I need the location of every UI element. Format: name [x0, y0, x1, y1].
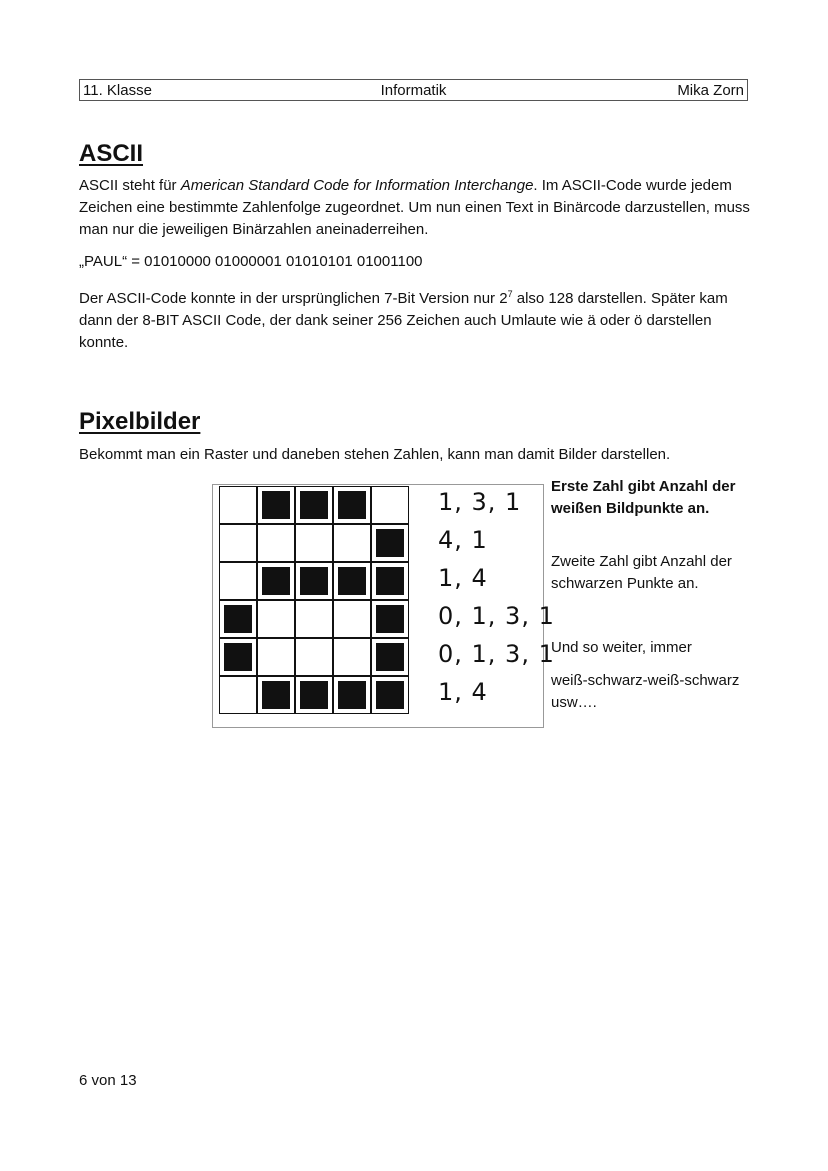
header-class: 11. Klasse: [83, 82, 152, 99]
note-first-number: Erste Zahl gibt Anzahl der weißen Bildpunkte an.: [551, 478, 736, 517]
pixel-fill: [262, 567, 290, 595]
pixel-fill: [338, 491, 366, 519]
pixel-fill: [300, 681, 328, 709]
ascii-intro-italic: American Standard Code for Information Interchange: [180, 177, 534, 194]
pixel-cell-white: [333, 600, 371, 638]
page-header: [79, 79, 748, 101]
pixel-row-code: 0, 1, 3, 1: [438, 602, 555, 630]
pixel-fill: [376, 529, 404, 557]
pixel-cell-black: [333, 562, 371, 600]
pixel-row-code: 1, 3, 1: [438, 488, 522, 516]
pixelbilder-intro: Bekommt man ein Raster und daneben stehen Zahlen, kann man damit Bilder darstellen.: [79, 446, 671, 463]
pixel-cell-white: [257, 600, 295, 638]
pixel-cell-black: [371, 600, 409, 638]
pixel-cell-white: [219, 486, 257, 524]
ascii-history-after: also 128 darstellen. Später kam dann der 8-BIT ASCII Code, der dank seiner 256 Zeichen auch Umlaute wie ä oder ö darstellen konnte.: [79, 290, 728, 351]
pixel-row-code: 1, 4: [438, 678, 488, 706]
pixel-cell-black: [371, 638, 409, 676]
pixel-cell-black: [295, 562, 333, 600]
pixel-cell-black: [371, 676, 409, 714]
pixelbilder-heading: Pixelbilder: [79, 408, 201, 435]
pixel-fill: [376, 567, 404, 595]
pixel-cell-white: [371, 486, 409, 524]
pixel-fill: [376, 643, 404, 671]
pixel-cell-white: [333, 638, 371, 676]
pixel-fill: [300, 491, 328, 519]
ascii-history: [79, 283, 759, 354]
note-pattern: weiß-schwarz-weiß-schwarz usw….: [551, 672, 740, 711]
pixel-row-code: 1, 4: [438, 564, 488, 592]
pixel-cell-white: [295, 524, 333, 562]
pixel-cell-black: [219, 600, 257, 638]
pixel-cell-black: [371, 524, 409, 562]
pixel-fill: [262, 681, 290, 709]
header-subject: Informatik: [380, 82, 447, 99]
pixel-cell-black: [333, 486, 371, 524]
pixel-fill: [338, 567, 366, 595]
pixel-cell-white: [219, 524, 257, 562]
header-author: Mika Zorn: [677, 82, 744, 99]
page-number: 6 von 13: [79, 1072, 137, 1089]
pixel-fill: [376, 605, 404, 633]
note-and-so-on: Und so weiter, immer: [551, 639, 692, 656]
ascii-history-before: Der ASCII-Code konnte in der ursprünglichen 7-Bit Version nur 2: [79, 290, 508, 307]
ascii-heading: ASCII: [79, 140, 144, 167]
pixel-cell-white: [257, 638, 295, 676]
pixel-cell-black: [257, 676, 295, 714]
pixel-cell-white: [219, 676, 257, 714]
pixel-cell-white: [295, 638, 333, 676]
pixel-fill: [224, 605, 252, 633]
note-second-number: Zweite Zahl gibt Anzahl der schwarzen Punkte an.: [551, 553, 732, 592]
pixel-fill: [224, 643, 252, 671]
ascii-intro-before: ASCII steht für: [79, 177, 181, 194]
ascii-history-sup: 7: [507, 289, 513, 299]
ascii-intro-after: . Im ASCII-Code wurde jedem Zeichen eine bestimmte Zahlenfolge zugeordnet. Um nun einen Text in Binärcode darzustellen, muss man nur die jeweiligen Binärzahlen aneinaderreihen.: [79, 177, 750, 238]
pixel-cell-black: [295, 486, 333, 524]
pixel-cell-white: [295, 600, 333, 638]
pixel-row-code: 4, 1: [438, 526, 488, 554]
pixel-fill: [338, 681, 366, 709]
pixel-cell-white: [219, 562, 257, 600]
pixel-fill: [300, 567, 328, 595]
pixel-cell-black: [257, 562, 295, 600]
pixel-cell-white: [257, 524, 295, 562]
ascii-example: „PAUL“ = 01010000 01000001 01010101 01001100: [79, 253, 423, 270]
pixel-fill: [376, 681, 404, 709]
pixel-row-code: 0, 1, 3, 1: [438, 640, 555, 668]
ascii-intro: [79, 175, 759, 241]
pixel-cell-black: [257, 486, 295, 524]
pixel-cell-black: [295, 676, 333, 714]
pixel-cell-black: [219, 638, 257, 676]
pixel-cell-black: [371, 562, 409, 600]
pixel-cell-white: [333, 524, 371, 562]
pixel-cell-black: [333, 676, 371, 714]
pixel-fill: [262, 491, 290, 519]
